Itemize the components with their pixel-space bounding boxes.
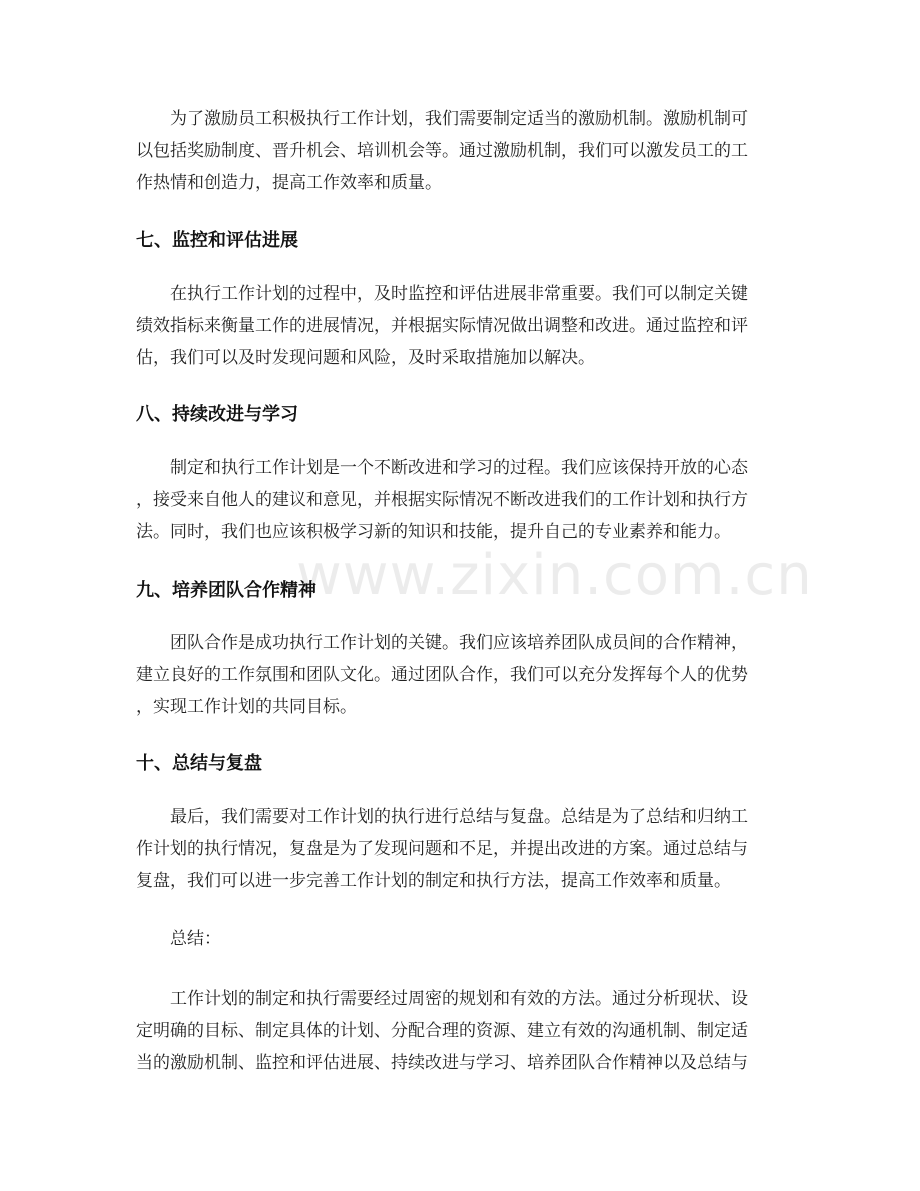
summary-label <box>0 923 221 955</box>
text-line: 工作计划的制定和执行需要经过周密的规划和有效的方法。通过分析现状、设 <box>170 989 748 1009</box>
paragraph-summary <box>0 983 748 1079</box>
section-heading: 九、培养团队合作精神 <box>136 580 316 601</box>
text-line: 团队合作是成功执行工作计划的关键。我们应该培养团队成员间的合作精神， <box>170 633 748 653</box>
section-heading: 十、总结与复盘 <box>136 753 262 774</box>
text-line: 为了激励员工积极执行工作计划，我们需要制定适当的激励机制。激励机制可 <box>170 109 748 129</box>
text-line: 当的激励机制、监控和评估进展、持续改进与学习、培养团队合作精神以及总结与 <box>136 1053 748 1073</box>
text-line: 制定和执行工作计划是一个不断改进和学习的过程。我们应该保持开放的心态 <box>170 458 748 478</box>
text-line: 法。同时，我们也应该积极学习新的知识和技能，提升自己的专业素养和能力。 <box>136 522 731 542</box>
text-line: 总结： <box>170 929 221 949</box>
text-line: 建立良好的工作氛围和团队文化。通过团队合作，我们可以充分发挥每个人的优势 <box>136 665 748 685</box>
text-line: 作热情和创造力，提高工作效率和质量。 <box>136 173 442 193</box>
paragraph-incentive <box>0 103 748 199</box>
text-line: 最后，我们需要对工作计划的执行进行总结与复盘。总结是为了总结和归纳工 <box>170 807 748 827</box>
text-line: 在执行工作计划的过程中，及时监控和评估进展非常重要。我们可以制定关键 <box>170 284 748 304</box>
text-line: 以包括奖励制度、晋升机会、培训机会等。通过激励机制，我们可以激发员工的工 <box>136 141 748 161</box>
paragraph-teamwork <box>0 627 748 723</box>
text-line: ，接受来自他人的建议和意见，并根据实际情况不断改进我们的工作计划和执行方 <box>136 490 748 510</box>
text-line: 估，我们可以及时发现问题和风险，及时采取措施加以解决。 <box>136 348 595 368</box>
text-line: 绩效指标来衡量工作的进展情况，并根据实际情况做出调整和改进。通过监控和评 <box>136 316 748 336</box>
text-line: 复盘，我们可以进一步完善工作计划的制定和执行方法，提高工作效率和质量。 <box>136 871 731 891</box>
paragraph-review <box>0 801 748 897</box>
watermark: www.zixin.com.cn <box>296 543 813 608</box>
paragraph-monitoring <box>0 278 748 374</box>
section-heading: 八、持续改进与学习 <box>136 404 298 425</box>
section-heading: 七、监控和评估进展 <box>136 230 298 251</box>
text-line: ，实现工作计划的共同目标。 <box>136 697 357 717</box>
text-line: 作计划的执行情况，复盘是为了发现问题和不足，并提出改进的方案。通过总结与 <box>136 839 748 859</box>
paragraph-improvement <box>0 452 748 548</box>
text-line: 定明确的目标、制定具体的计划、分配合理的资源、建立有效的沟通机制、制定适 <box>136 1021 748 1041</box>
